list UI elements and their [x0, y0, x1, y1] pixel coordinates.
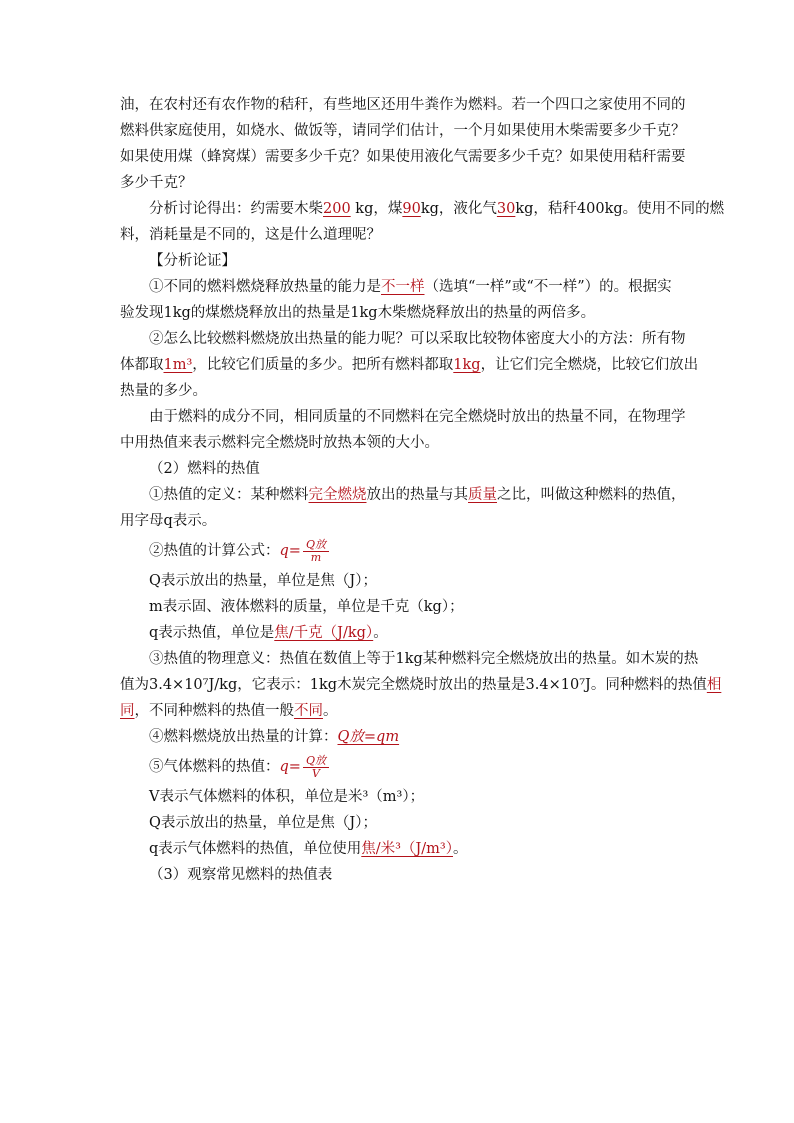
text-run: ⑤气体燃料的热值： — [149, 759, 280, 775]
text-run: q表示气体燃料的热值，单位使用 — [149, 841, 362, 857]
answer-blank: 质量 — [468, 487, 497, 503]
answer-blank: 不同 — [294, 703, 323, 719]
text-run: 。 — [453, 841, 468, 857]
text-run: ④燃料燃烧放出热量的计算： — [149, 729, 338, 745]
paragraph-line: ②怎么比较燃料燃烧放出热量的能力呢？可以采取比较物体密度大小的方法：所有物 — [149, 331, 686, 347]
text-run: q表示热值，单位是 — [149, 625, 275, 641]
paragraph-line — [120, 724, 675, 750]
text-run: 放出的热量与其 — [366, 487, 468, 503]
answer-blank: 不一样 — [381, 279, 425, 295]
paragraph-line: m表示固、液体燃料的质量，单位是千克（kg）； — [149, 599, 464, 615]
formula-numerator: Q放 — [303, 755, 329, 768]
text-run: ，不同种燃料的热值一般 — [134, 703, 294, 719]
formula-line — [120, 534, 675, 568]
text-run: 之比，叫做这种燃料的热值， — [497, 487, 686, 503]
answer-blank: 30 — [496, 201, 516, 217]
paragraph-line — [120, 352, 699, 378]
text-run: 值为3.4×10⁷J/kg，它表示：1kg木炭完全燃烧时放出的热量是3.4×10⁷J。同种燃料的热值 — [120, 677, 707, 693]
answer-blank: 200 — [323, 201, 351, 217]
paragraph-line: 由于燃料的成分不同，相同质量的不同燃料在完全燃烧时放出的热量不同，在物理学 — [149, 409, 686, 425]
gas-heat-value-formula — [280, 750, 329, 784]
formula-fraction — [303, 539, 329, 564]
paragraph-line — [120, 672, 722, 698]
text-run: kg，秸秆400kg。使用不同的燃 — [515, 201, 725, 217]
text-run: ①不同的燃料燃烧释放热量的能力是 — [149, 279, 381, 295]
formula-lhs: q= — [279, 759, 301, 775]
paragraph-line: 料，消耗量是不同的，这是什么道理呢？ — [120, 227, 381, 243]
formula-denominator: m — [310, 550, 322, 564]
section-heading: （2）燃料的热值 — [149, 461, 260, 477]
paragraph-line: 验发现1kg的煤燃烧释放出的热量是1kg木柴燃烧释放出的热量的两倍多。 — [120, 305, 596, 321]
paragraph-line: 用字母q表示。 — [120, 513, 217, 529]
paragraph-line: Q表示放出的热量，单位是焦（J）； — [149, 815, 377, 831]
formula-fraction — [303, 755, 329, 780]
section-heading: （3）观察常见燃料的热值表 — [149, 867, 333, 883]
paragraph-line — [120, 836, 675, 862]
text-run: ，比较它们质量的多少。把所有燃料都取 — [192, 357, 454, 373]
paragraph-line — [120, 482, 686, 508]
paragraph-line: 多少千克？ — [120, 175, 193, 191]
paragraph-line — [120, 698, 675, 724]
section-heading: 【分析论证】 — [149, 253, 236, 269]
paragraph-line — [120, 274, 675, 300]
formula-numerator: Q放 — [303, 539, 329, 552]
paragraph-line: ③热值的物理意义：热值在数值上等于1kg某种燃料完全燃烧放出的热量。如木炭的热 — [149, 651, 699, 667]
answer-blank: 1kg — [453, 357, 481, 373]
answer-blank: Q放=qm — [337, 729, 400, 745]
text-run: 。 — [373, 625, 388, 641]
text-run: kg，煤 — [350, 201, 403, 217]
text-run: 分析讨论得出：约需要木柴 — [149, 201, 323, 217]
paragraph-line: 油，在农村还有农作物的秸秆，有些地区还用牛粪作为燃料。若一个四口之家使用不同的 — [120, 97, 686, 113]
formula-lhs: q= — [279, 543, 301, 559]
paragraph-line: V表示气体燃料的体积，单位是米³（m³）； — [149, 789, 425, 805]
answer-blank: 焦/米³（J/m³） — [361, 841, 453, 857]
answer-blank: 90 — [402, 201, 421, 217]
text-run: （选填“一样”或“不一样”）的。根据实 — [424, 279, 672, 295]
text-run: 。 — [323, 703, 338, 719]
text-run: kg，液化气 — [420, 201, 497, 217]
answer-blank: 同 — [120, 703, 135, 719]
text-run: ，让它们完全燃烧，比较它们放出 — [480, 357, 699, 373]
paragraph-line: 中用热值来表示燃料完全燃烧时放热本领的大小。 — [120, 435, 439, 451]
answer-blank: 完全燃烧 — [308, 487, 367, 503]
text-run: 体都取 — [120, 357, 164, 373]
paragraph-line: 如果使用煤（蜂窝煤）需要多少千克？如果使用液化气需要多少千克？如果使用秸秆需要 — [120, 149, 686, 165]
text-run: ①热值的定义：某种燃料 — [149, 487, 309, 503]
answer-blank: 1m³ — [163, 357, 193, 373]
paragraph-line: 热量的多少。 — [120, 383, 207, 399]
answer-blank: 焦/千克（J/kg） — [274, 625, 374, 641]
paragraph-line: 燃料供家庭使用，如烧水、做饭等，请同学们估计，一个月如果使用木柴需要多少千克？ — [120, 123, 686, 139]
heat-value-formula — [280, 534, 329, 568]
answer-blank: 相 — [706, 677, 722, 693]
formula-denominator: V — [311, 766, 320, 780]
paragraph-line: Q表示放出的热量，单位是焦（J）； — [149, 573, 377, 589]
formula-line — [120, 750, 675, 784]
text-run: ②热值的计算公式： — [149, 543, 280, 559]
paragraph-line — [120, 196, 725, 222]
paragraph-line — [120, 620, 675, 646]
document-body — [120, 92, 725, 888]
